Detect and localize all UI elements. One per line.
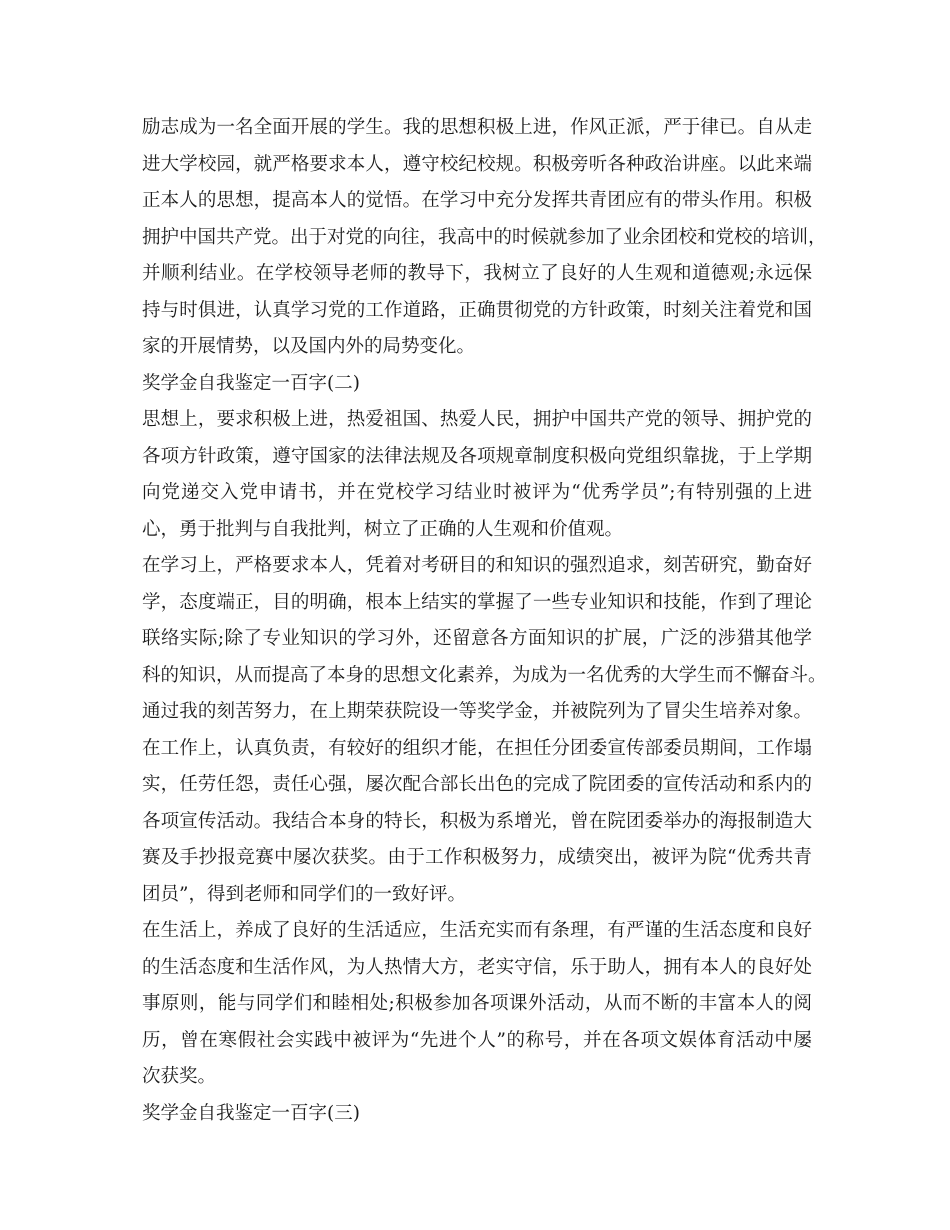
text-line: 在工作上，认真负责，有较好的组织才能，在担任分团委宣传部委员期间，工作塌 (142, 737, 812, 759)
text-line: 赛及手抄报竞赛中屡次获奖。由于工作积极努力，成绩突出，被评为院“优秀共青 (142, 847, 812, 868)
text-line: 次获奖。 (142, 1066, 217, 1087)
text-line: 通过我的刻苦努力，在上期荣获院设一等奖学金，并被院列为了冒尖生培养对象。 (142, 701, 812, 722)
text-line: 学，态度端正，目的明确，根本上结实的掌握了一些专业知识和技能，作到了理论 (142, 591, 812, 613)
text-line: 家的开展情势，以及国内外的局势变化。 (142, 336, 476, 357)
text-line: 事原则，能与同学们和睦相处;积极参加各项课外活动，从而不断的丰富本人的阅 (142, 993, 812, 1014)
text-line: 正本人的思想，提高本人的觉悟。在学习中充分发挥共青团应有的带头作用。积极 (142, 190, 812, 211)
document-body (142, 110, 827, 1132)
text-line: 各项方针政策，遵守国家的法律法规及各项规章制度积极向党组织靠拢，于上学期 (142, 445, 812, 467)
text-line: 向党递交入党申请书，并在党校学习结业时被评为“优秀学员”;有特别强的上进 (142, 482, 812, 503)
text-line: 团员”，得到老师和同学们的一致好评。 (142, 883, 466, 905)
text-line: 拥护中国共产党。出于对党的向往，我高中的时候就参加了业余团校和党校的培训， (142, 226, 827, 248)
text-line: 联络实际;除了专业知识的学习外，还留意各方面知识的扩展，广泛的涉猎其他学 (142, 628, 812, 649)
text-line: 实，任劳任怨，责任心强，屡次配合部长出色的完成了院团委的宣传活动和系内的 (142, 774, 812, 795)
text-line: 在学习上，严格要求本人，凭着对考研目的和知识的强烈追求，刻苦研究，勤奋好 (142, 555, 812, 576)
text-line: 励志成为一名全面开展的学生。我的思想积极上进，作风正派，严于律已。自从走 (142, 117, 812, 138)
text-line: 思想上，要求积极上进，热爱祖国、热爱人民，拥护中国共产党的领导、拥护党的 (142, 409, 812, 430)
text-line: 进大学校园，就严格要求本人，遵守校纪校规。积极旁听各种政治讲座。以此来端 (142, 153, 812, 175)
section-heading-3: 奖学金自我鉴定一百字(三) (142, 1102, 360, 1124)
section-heading-2: 奖学金自我鉴定一百字(二) (142, 372, 360, 394)
text-line: 并顺利结业。在学校领导老师的教导下，我树立了良好的人生观和道德观;永远保 (142, 263, 812, 284)
text-line: 持与时俱进，认真学习党的工作道路，正确贯彻党的方针政策，时刻关注着党和国 (142, 299, 812, 321)
text-line: 在生活上，养成了良好的生活适应，生活充实而有条理，有严谨的生活态度和良好 (142, 920, 812, 941)
text-line: 心，勇于批判与自我批判，树立了正确的人生观和价值观。 (142, 518, 624, 540)
text-line: 各项宣传活动。我结合本身的特长，积极为系增光，曾在院团委举办的海报制造大 (142, 810, 812, 832)
text-line: 科的知识，从而提高了本身的思想文化素养，为成为一名优秀的大学生而不懈奋斗。 (142, 664, 827, 686)
text-line: 的生活态度和生活作风，为人热情大方，老实守信，乐于助人，拥有本人的良好处 (142, 956, 812, 978)
text-line: 历，曾在寒假社会实践中被评为“先进个人”的称号，并在各项文娱体育活动中屡 (142, 1029, 812, 1051)
